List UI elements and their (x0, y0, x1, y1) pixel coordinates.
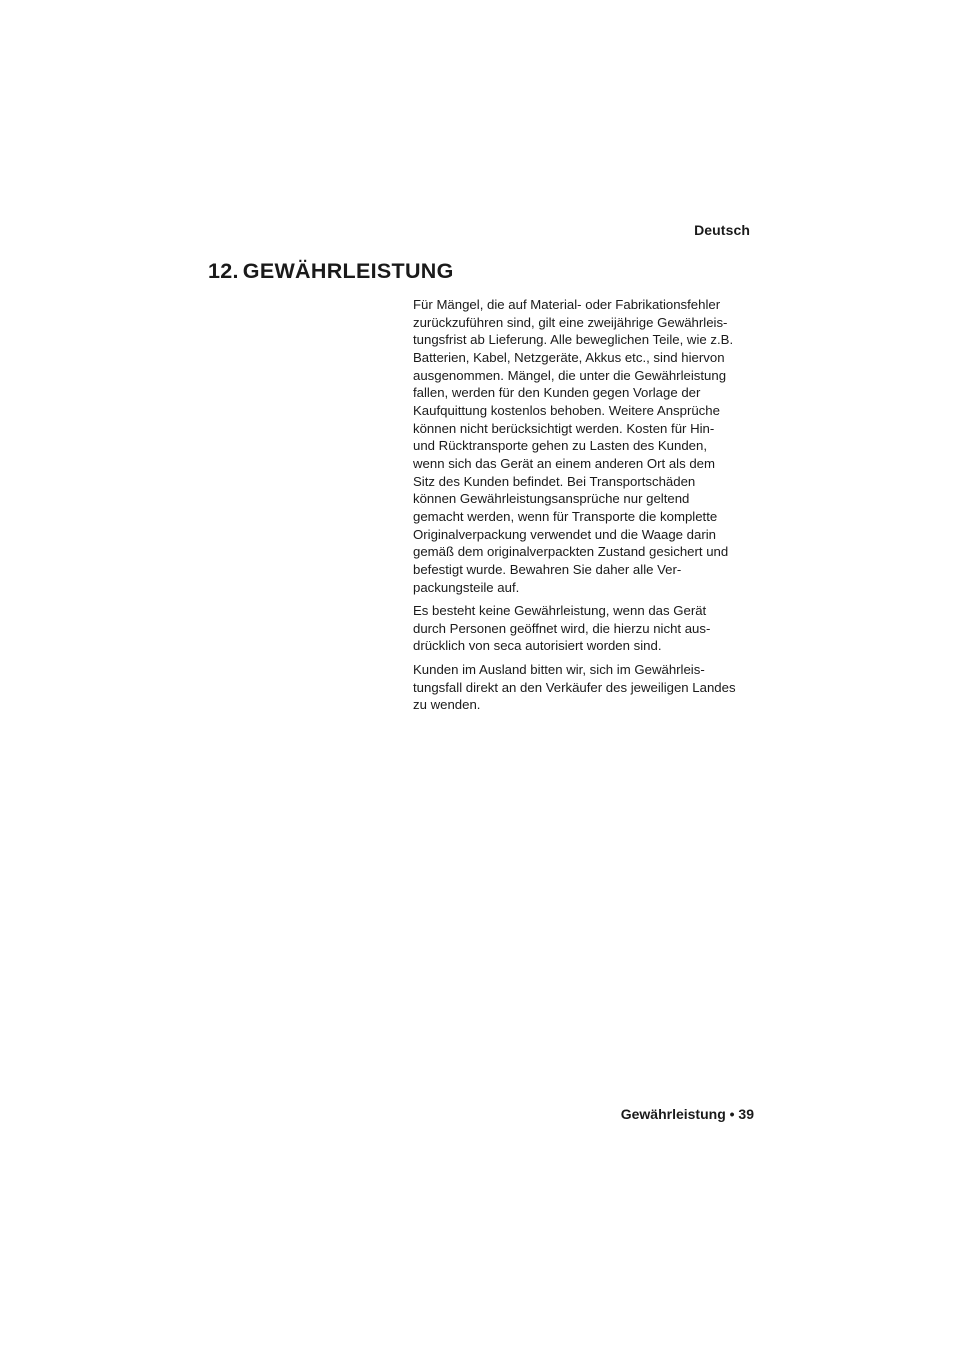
text-line: ausgenommen. Mängel, die unter die Gewährleistung (413, 367, 727, 383)
section-number: 12. (208, 259, 239, 283)
text-line: zurückzuführen sind, gilt eine zweijährige Gewährleis- (413, 314, 728, 330)
text-line: zu wenden. (413, 697, 481, 713)
text-line: tungsfrist ab Lieferung. Alle beweglichen Teile, wie z.B. (413, 332, 734, 348)
text-line: Sitz des Kunden befindet. Bei Transportschäden (413, 473, 696, 489)
language-label: Deutsch (694, 222, 750, 238)
paragraph-foreign-customers (413, 661, 758, 714)
text-line: gemäß dem originalverpackten Zustand gesichert und (413, 544, 729, 560)
section-heading (208, 259, 454, 284)
text-line: können nicht berücksichtigt werden. Kosten für Hin- (413, 420, 715, 436)
text-line: fallen, werden für den Kunden gegen Vorlage der (413, 385, 701, 401)
text-line: können Gewährleistungsansprüche nur geltend (413, 491, 690, 507)
text-line: Für Mängel, die auf Material- oder Fabrikationsfehler (413, 297, 721, 312)
text-line: Kunden im Ausland bitten wir, sich im Gewährleis- (413, 662, 705, 678)
paragraph-exclusion (413, 602, 758, 655)
body-text (413, 296, 758, 720)
text-line: tungsfall direkt an den Verkäufer des jeweiligen Landes (413, 679, 736, 695)
text-line: drücklich von seca autorisiert worden sind. (413, 638, 662, 654)
text-line: packungsteile auf. (413, 579, 520, 595)
text-line: Originalverpackung verwendet und die Waage darin (413, 526, 717, 542)
text-line: wenn sich das Gerät an einem anderen Ort als dem (413, 455, 716, 471)
text-line: Batterien, Kabel, Netzgeräte, Akkus etc., sind hiervon (413, 349, 725, 365)
text-line: und Rücktransporte gehen zu Lasten des Kunden, (413, 438, 707, 454)
text-line: gemacht werden, wenn für Transporte die komplette (413, 508, 718, 524)
page-footer: Gewährleistung • 39 (620, 1106, 754, 1122)
text-line: durch Personen geöffnet wird, die hierzu nicht aus- (413, 620, 711, 636)
text-line: Kaufquittung kostenlos behoben. Weitere Ansprüche (413, 402, 720, 418)
text-line: befestigt wurde. Bewahren Sie daher alle Ver- (413, 561, 682, 577)
section-title: GEWÄHRLEISTUNG (242, 259, 454, 283)
paragraph-warranty-terms (413, 296, 758, 596)
text-line: Es besteht keine Gewährleistung, wenn das Gerät (413, 603, 707, 619)
